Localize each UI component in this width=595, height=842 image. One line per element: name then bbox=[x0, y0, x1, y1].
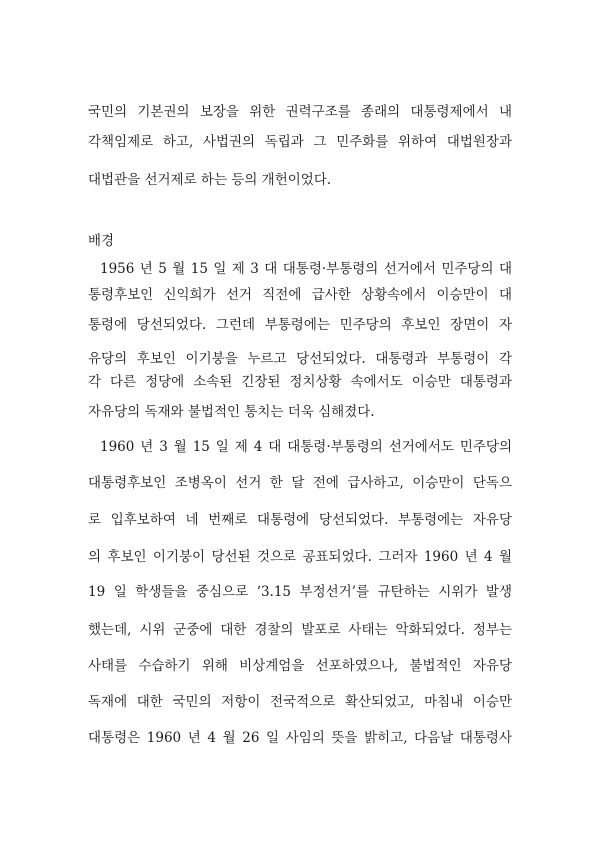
text-line: 대통령후보인 조병옥이 선거 한 달 전에 급사하고, 이승만이 단독으 bbox=[88, 475, 512, 491]
text-line: 국민의 기본권의 보장을 위한 권력구조를 종래의 대통령제에서 내 bbox=[88, 104, 512, 120]
text-line: 통령후보인 신익희가 선거 직전에 급사한 상황속에서 이승만이 대 bbox=[88, 287, 512, 303]
text-line: 대법관을 선거제로 하는 등의 개헌이었다. bbox=[88, 172, 332, 188]
text-line: 사태를 수습하기 위해 비상계엄을 선포하였으나, 불법적인 자유당 bbox=[88, 658, 512, 674]
text-line: 통령에 당선되었다. 그런데 부통령에는 민주당의 후보인 장면이 자 bbox=[88, 317, 512, 333]
text-line: 19 일 학생들을 중심으로 ‘3.15 부정선거’를 규탄하는 시위가 발생 bbox=[88, 584, 512, 600]
text-line: 대통령은 1960 년 4 월 26 일 사임의 뜻을 밝히고, 다음날 대통령사 bbox=[88, 730, 512, 746]
text-line: 유당의 후보인 이기붕을 누르고 당선되었다. 대통령과 부통령이 각 bbox=[88, 351, 512, 367]
text-line: 독재에 대한 국민의 저항이 전국적으로 확산되었고, 마침내 이승만 bbox=[88, 694, 512, 710]
text-line: 각 다른 정당에 소속된 긴장된 정치상황 속에서도 이승만 대통령과 bbox=[88, 374, 512, 390]
text-line: 1960 년 3 월 15 일 제 4 대 대통령·부통령의 선거에서도 민주당의 bbox=[100, 439, 512, 455]
text-line: 했는데, 시위 군중에 대한 경찰의 발포로 사태는 악화되었다. 정부는 bbox=[88, 622, 512, 638]
text-line: 자유당의 독재와 불법적인 통치는 더욱 심해졌다. bbox=[88, 404, 375, 420]
text-line: 각책임제로 하고, 사법권의 독립과 그 민주화를 위하여 대법원장과 bbox=[88, 134, 512, 150]
text-line: 1956 년 5 월 15 일 제 3 대 대통령·부통령의 선거에서 민주당의 대 bbox=[100, 261, 512, 277]
text-line: 로 입후보하여 네 번째로 대통령에 당선되었다. 부통령에는 자유당 bbox=[88, 512, 512, 528]
section-heading: 배경 bbox=[88, 233, 115, 249]
text-line: 의 후보인 이기붕이 당선된 것으로 공표되었다. 그러자 1960 년 4 월 bbox=[88, 549, 512, 565]
